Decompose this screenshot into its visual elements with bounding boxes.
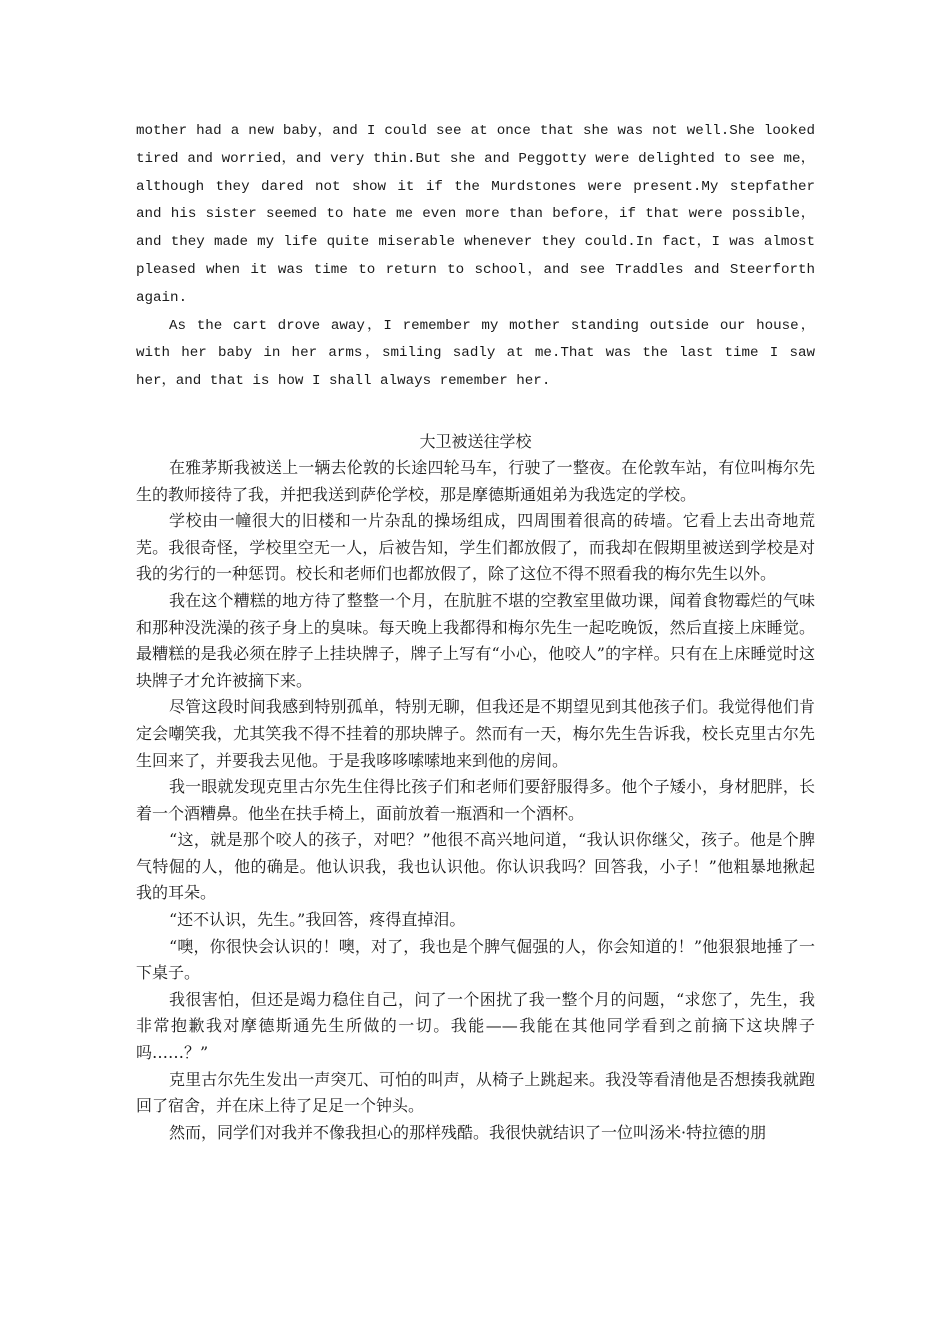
chinese-paragraph: 我一眼就发现克里古尔先生住得比孩子们和老师们要舒服得多。他个子矮小，身材肥胖，长着一个酒糟鼻。他坐在扶手椅上，面前放着一瓶酒和一个酒杯。 — [136, 777, 815, 823]
chinese-section — [136, 429, 815, 1146]
chinese-paragraph: 在雅茅斯我被送上一辆去伦敦的长途四轮马车，行驶了一整夜。在伦敦车站，有位叫梅尔先生的教师接待了我，并把我送到萨伦学校，那是摩德斯通姐弟为我选定的学校。 — [136, 457, 815, 504]
chapter-title: 大卫被送往学校 — [419, 431, 532, 451]
english-paragraph: mother had a new baby，and I could see at once that she was not well.She looked tired and worried，and very thin.But she and Peggotty were delighted to see me，although they dared not show it if the Murdstones were present.My stepfather and his sister seemed to hate me even more than before，if that were possible，and they made my life quite miserable whenever they could.In fact，I was almost pleased when it was time to return to school，and see Traddles and Steerforth again. — [136, 123, 815, 306]
chinese-paragraph: 我在这个糟糕的地方待了整整一个月，在肮脏不堪的空教室里做功课，闻着食物霉烂的气味和那种没洗澡的孩子身上的臭味。每天晚上我都得和梅尔先生一起吃晚饭，然后直接上床睡觉。最糟糕的是我必须在脖子上挂块牌子，牌子上写有“小心，他咬人”的字样。只有在上床睡觉时这块牌子才允许被摘下来。 — [136, 590, 815, 690]
chinese-paragraph: 我很害怕，但还是竭力稳住自己，问了一个困扰了我一整个月的问题，“求您了，先生，我非常抱歉我对摩德斯通先生所做的一切。我能——我能在其他同学看到之前摘下这块牌子吗……？” — [136, 989, 815, 1063]
english-section — [136, 118, 815, 396]
chinese-paragraph: 学校由一幢很大的旧楼和一片杂乱的操场组成，四周围着很高的砖墙。它看上去出奇地荒芜。我很奇怪，学校里空无一人，后被告知，学生们都放假了，而我却在假期里被送到学校是对我的劣行的一种惩罚。校长和老师们也都放假了，除了这位不得不照看我的梅尔先生以外。 — [136, 511, 815, 584]
chinese-paragraph: 然而，同学们对我并不像我担心的那样残酷。我很快就结识了一位叫汤米·特拉德的朋 — [169, 1122, 767, 1142]
chinese-paragraph: “噢，你很快会认识的！噢，对了，我也是个脾气倔强的人，你会知道的！”他狠狠地捶了一下桌子。 — [136, 936, 815, 983]
document-page — [136, 118, 815, 1146]
english-paragraph: As the cart drove away，I remember my mother standing outside our house，with her baby in her arms，smiling sadly at me.That was the last time I saw her，and that is how I shall always remember her. — [136, 317, 815, 390]
chinese-paragraph: 尽管这段时间我感到特别孤单，特别无聊，但我还是不期望见到其他孩子们。我觉得他们肯定会嘲笑我，尤其笑我不得不挂着的那块牌子。然而有一天，梅尔先生告诉我，校长克里古尔先生回来了，并要我去见他。于是我哆哆嗦嗦地来到他的房间。 — [136, 697, 815, 770]
chinese-paragraph: “这，就是那个咬人的孩子，对吧？”他很不高兴地问道，“我认识你继父，孩子。他是个脾气特倔的人，他的确是。他认识我，我也认识他。你认识我吗？回答我，小子！”他粗暴地揪起我的耳朵。 — [136, 830, 815, 903]
chinese-paragraph: “还不认识，先生。”我回答，疼得直掉泪。 — [169, 910, 466, 930]
chinese-paragraph: 克里古尔先生发出一声突兀、可怕的叫声，从椅子上跳起来。我没等看清他是否想揍我就跑回了宿舍，并在床上待了足足一个钟头。 — [136, 1069, 815, 1116]
